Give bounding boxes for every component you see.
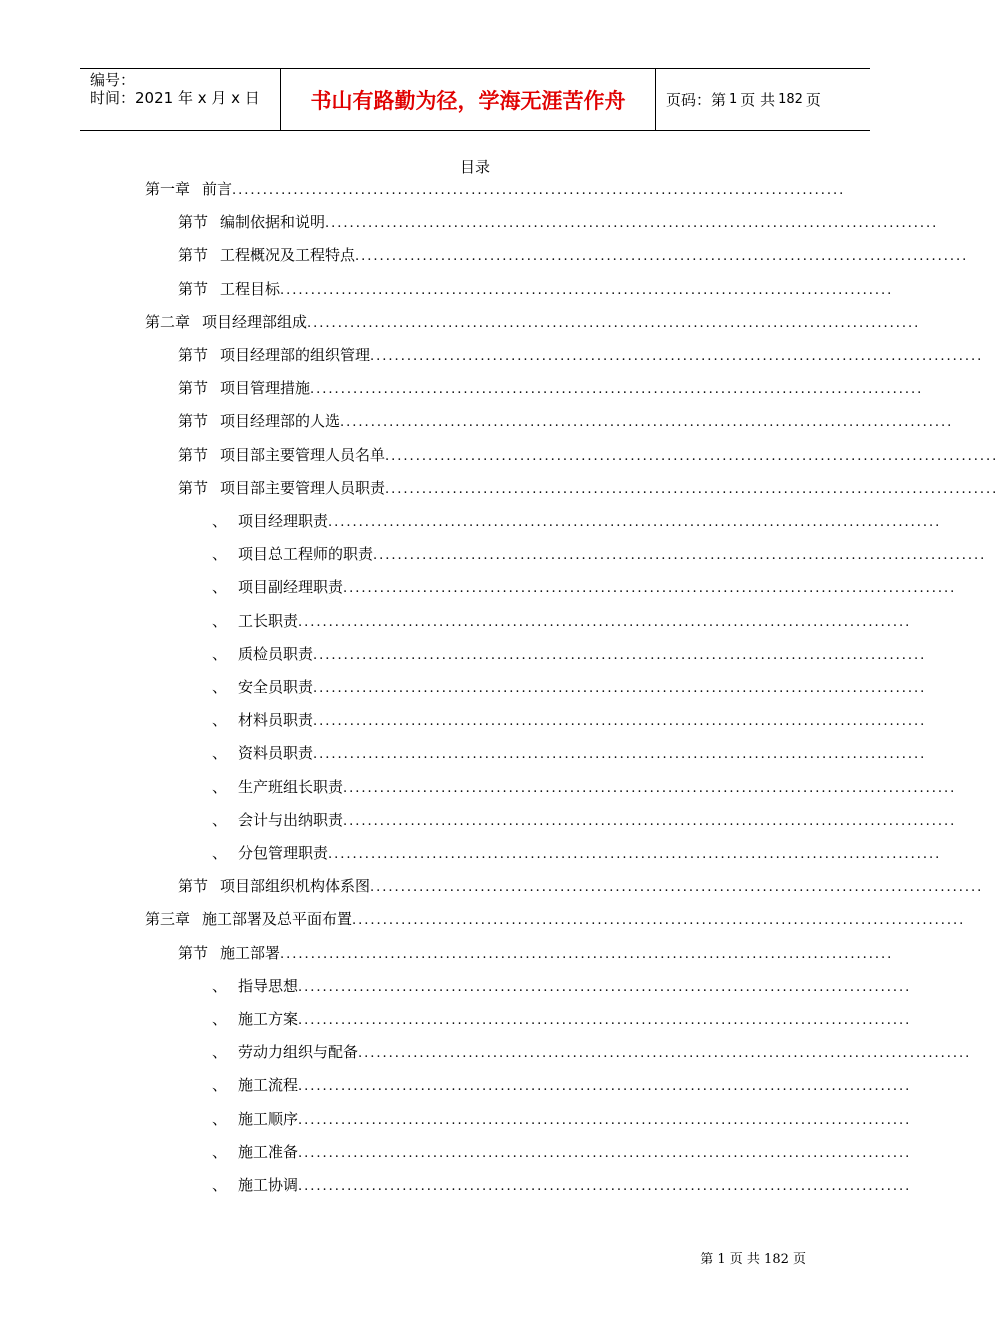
toc-entry[interactable] (178, 244, 969, 266)
toc-entry-text: 编制依据和说明 (220, 213, 326, 232)
toc-title: 目录 (459, 158, 490, 176)
toc-dot-leader: .................................................................................................... (355, 249, 969, 265)
toc-entry-prefix: 、 (212, 744, 228, 763)
toc-entry-prefix: 、 (212, 976, 228, 995)
toc-entry[interactable] (212, 576, 957, 598)
toc-entry-text: 分包管理职责 (238, 844, 329, 862)
toc-entry-text: 施工准备 (238, 1142, 299, 1161)
toc-entry-label (178, 278, 280, 299)
toc-dot-leader: .................................................................................................... (280, 946, 894, 962)
toc-entry-prefix: 第节 (178, 279, 209, 298)
toc-dot-leader: .................................................................................................... (328, 515, 942, 530)
toc-entry[interactable] (212, 975, 912, 997)
toc-entry-label (212, 543, 373, 564)
toc-entry-prefix: 、 (212, 711, 228, 730)
toc-entry-label (212, 709, 313, 730)
toc-entry-label (145, 178, 232, 199)
toc-dot-leader: .................................................................................................... (313, 714, 927, 730)
toc-entry-label (212, 776, 343, 797)
toc-entry[interactable] (212, 643, 927, 665)
toc-entry-text: 施工流程 (238, 1076, 299, 1095)
toc-entry-label (212, 1108, 298, 1129)
toc-entry-text: 项目经理部的人选 (220, 412, 341, 431)
toc-entry-prefix: 第二章 (145, 312, 191, 331)
toc-entry-prefix: 第节 (178, 213, 209, 232)
toc-entry-prefix: 、 (212, 1010, 228, 1028)
toc-entry[interactable] (178, 211, 939, 233)
toc-entry-prefix: 、 (212, 844, 228, 862)
page-total: 182 (778, 92, 803, 107)
toc-dot-leader: .................................................................................................... (280, 282, 894, 298)
toc-entry-label (212, 975, 298, 996)
toc-entry-label (178, 211, 325, 232)
toc-entry-label (212, 510, 328, 531)
toc-entry-text: 质检员职责 (238, 644, 314, 663)
toc-entry[interactable] (178, 444, 998, 466)
toc-entry-label (212, 1141, 298, 1162)
toc-dot-leader: .................................................................................................... (298, 1145, 912, 1161)
toc-entry-prefix: 、 (212, 611, 228, 630)
toc-entry-label (212, 1174, 298, 1195)
toc-entry[interactable] (178, 875, 984, 897)
toc-entry-text: 材料员职责 (238, 711, 314, 730)
toc-entry-text: 施工部署及总平面布置 (202, 910, 353, 929)
toc-entry[interactable] (212, 842, 942, 864)
toc-entry[interactable] (212, 610, 912, 632)
toc-entry[interactable] (212, 1108, 912, 1130)
toc-entry[interactable] (178, 942, 894, 964)
toc-entry[interactable] (212, 709, 927, 731)
toc-entry-prefix: 第三章 (145, 910, 191, 929)
toc-entry-label (178, 410, 340, 431)
toc-dot-leader: .................................................................................................... (370, 880, 984, 896)
toc-dot-leader: .................................................................................................... (373, 548, 987, 564)
toc-entry-prefix: 、 (212, 1076, 228, 1095)
toc-dot-leader: .................................................................................................... (343, 780, 957, 796)
toc-entry-label (212, 643, 313, 664)
toc-entry-prefix: 第节 (178, 379, 209, 398)
toc-entry-text: 项目管理措施 (220, 379, 311, 398)
toc-entry[interactable] (212, 1141, 912, 1163)
toc-dot-leader: .................................................................................................... (358, 1046, 972, 1062)
toc-entry-label (145, 908, 352, 929)
toc-entry[interactable] (178, 410, 954, 432)
page-footer: 第 1 页 共 182 页 (700, 1252, 806, 1267)
toc-entry-text: 工程概况及工程特点 (220, 246, 356, 265)
toc-entry-prefix: 、 (212, 1142, 228, 1161)
toc-entry-label (178, 244, 355, 265)
toc-entry-prefix: 、 (212, 644, 228, 663)
toc-entry-label (178, 477, 385, 498)
document-header (80, 68, 870, 131)
toc-entry[interactable] (145, 908, 966, 930)
toc-entry-text: 项目经理部组成 (202, 312, 308, 331)
toc-entry-prefix: 第节 (178, 246, 209, 265)
toc-entry[interactable] (145, 311, 921, 333)
toc-entry-label (212, 742, 313, 763)
toc-entry[interactable] (178, 377, 924, 399)
toc-entry-prefix: 、 (212, 777, 228, 796)
toc-dot-leader: .................................................................................................... (328, 847, 942, 862)
toc-dot-leader: .................................................................................................... (313, 647, 927, 663)
toc-entry[interactable] (212, 1074, 912, 1096)
toc-entry[interactable] (178, 477, 998, 499)
toc-entry-prefix: 第节 (178, 412, 209, 431)
toc-entry-label (212, 842, 328, 863)
toc-dot-leader: .................................................................................................... (343, 813, 957, 829)
toc-entry-prefix: 、 (212, 545, 228, 564)
toc-entry-prefix: 第节 (178, 346, 209, 364)
toc-entry-text: 施工顺序 (238, 1109, 299, 1128)
toc-entry-text: 项目经理部的组织管理 (220, 346, 371, 364)
header-meta (80, 69, 281, 130)
toc-dot-leader: .................................................................................................... (232, 183, 846, 198)
toc-entry-text: 安全员职责 (238, 678, 314, 696)
toc-entry-label (212, 809, 343, 830)
toc-entry-label (212, 676, 313, 697)
toc-dot-leader: .................................................................................................... (370, 349, 984, 364)
page-prefix: 页码：第 (666, 91, 727, 109)
toc-entry-text: 项目经理职责 (238, 512, 329, 530)
toc-entry-text: 生产班组长职责 (238, 777, 344, 796)
page-mid: 页 共 (740, 91, 776, 109)
toc-dot-leader: .................................................................................................... (385, 448, 998, 464)
toc-entry[interactable] (212, 510, 942, 532)
toc-dot-leader: .................................................................................................... (298, 1112, 912, 1128)
toc-dot-leader: .................................................................................................... (307, 315, 921, 331)
toc-entry-label (178, 444, 385, 465)
document-date: 时间：2021 年 x 月 x 日 (90, 89, 260, 107)
toc-entry-label (212, 610, 298, 631)
header-page-info (656, 69, 870, 130)
toc-dot-leader: .................................................................................................... (352, 913, 966, 929)
header-motto: 书山有路勤为径，学海无涯苦作舟 (281, 69, 656, 130)
toc-entry-text: 施工部署 (220, 943, 281, 962)
toc-entry-label (212, 1074, 298, 1095)
toc-entry[interactable] (178, 344, 984, 366)
toc-entry-prefix: 第节 (178, 478, 209, 497)
toc-dot-leader: .................................................................................................... (298, 614, 912, 630)
toc-entry-text: 施工方案 (238, 1010, 299, 1028)
toc-entry-label (178, 344, 370, 365)
toc-entry-label (212, 1041, 358, 1062)
toc-entry-text: 工长职责 (238, 611, 299, 630)
toc-entry[interactable] (178, 278, 894, 300)
toc-dot-leader: .................................................................................................... (313, 681, 927, 696)
toc-dot-leader: .................................................................................................... (298, 1079, 912, 1095)
toc-entry[interactable] (212, 543, 987, 565)
toc-entry-text: 指导思想 (238, 976, 299, 995)
toc-dot-leader: .................................................................................................... (325, 216, 939, 232)
toc-entry[interactable] (212, 1174, 912, 1196)
toc-entry-prefix: 第节 (178, 877, 209, 896)
toc-entry[interactable] (212, 776, 957, 798)
toc-dot-leader: .................................................................................................... (313, 747, 927, 763)
toc-dot-leader: .................................................................................................... (343, 581, 957, 597)
toc-entry-text: 会计与出纳职责 (238, 810, 344, 829)
toc-entry-label (178, 377, 310, 398)
toc-dot-leader: .................................................................................................... (385, 481, 998, 497)
toc-entry-prefix: 第节 (178, 445, 209, 464)
toc-dot-leader: .................................................................................................... (298, 979, 912, 995)
toc-entry-prefix: 、 (212, 512, 228, 530)
toc-entry-text: 资料员职责 (238, 744, 314, 763)
toc-entry-text: 前言 (202, 180, 233, 198)
toc-entry-prefix: 、 (212, 810, 228, 829)
toc-entry-text: 工程目标 (220, 279, 281, 298)
toc-dot-leader: .................................................................................................... (310, 382, 924, 398)
toc-entry-label (212, 576, 343, 597)
toc-entry-text: 项目总工程师的职责 (238, 545, 374, 564)
toc-dot-leader: .................................................................................................... (298, 1013, 912, 1028)
page-number: 1 (729, 92, 738, 107)
toc-entry-prefix: 、 (212, 578, 228, 597)
document-number-label: 编号： (90, 71, 136, 89)
toc-entry-label (178, 942, 280, 963)
toc-entry-text: 施工协调 (238, 1176, 299, 1194)
toc-entry[interactable] (212, 809, 957, 831)
toc-entry[interactable] (212, 1041, 972, 1063)
toc-entry-label (145, 311, 307, 332)
toc-entry-prefix: 第节 (178, 943, 209, 962)
toc-entry-text: 项目部组织机构体系图 (220, 877, 371, 896)
toc-entry-text: 项目副经理职责 (238, 578, 344, 597)
toc-dot-leader: .................................................................................................... (340, 415, 954, 431)
toc-dot-leader: .................................................................................................... (298, 1179, 912, 1194)
toc-entry-prefix: 第一章 (145, 180, 191, 198)
toc-entry-text: 项目部主要管理人员名单 (220, 445, 386, 464)
toc-entry-text: 项目部主要管理人员职责 (220, 478, 386, 497)
toc-entry-prefix: 、 (212, 1109, 228, 1128)
toc-entry[interactable] (145, 178, 846, 200)
toc-entry-text: 劳动力组织与配备 (238, 1043, 359, 1062)
toc-entry[interactable] (212, 1008, 912, 1030)
toc-entry[interactable] (212, 742, 927, 764)
toc-entry-label (212, 1008, 298, 1029)
toc-entry-label (178, 875, 370, 896)
toc-entry[interactable] (212, 676, 927, 698)
page-suffix: 页 (805, 91, 821, 109)
toc-entry-prefix: 、 (212, 1176, 228, 1194)
toc-entry-prefix: 、 (212, 1043, 228, 1062)
toc-entry-prefix: 、 (212, 678, 228, 696)
